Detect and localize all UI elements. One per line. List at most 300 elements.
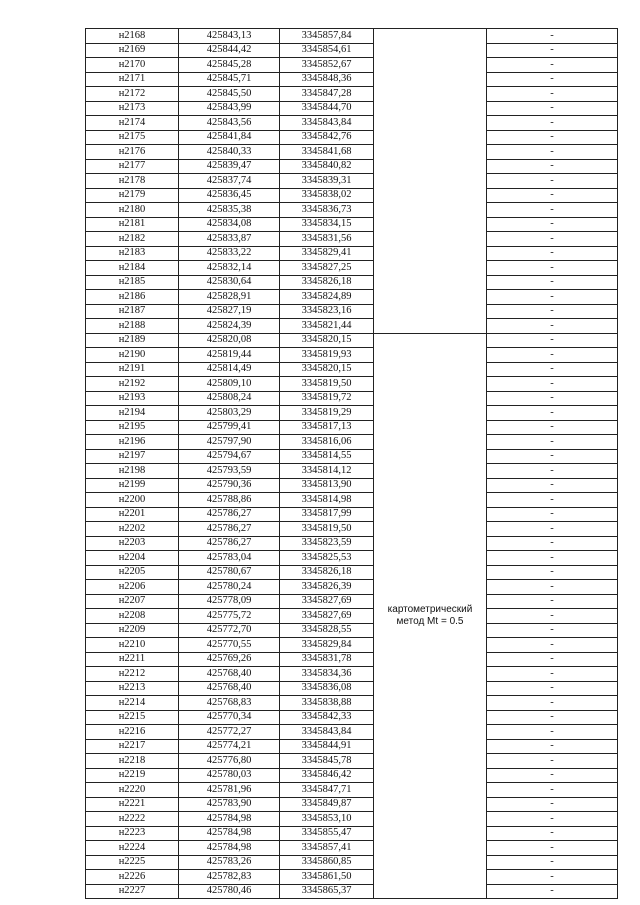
accuracy-dash-cell: - [487, 261, 618, 276]
table-row [86, 217, 618, 232]
x-coordinate-cell: 425820,08 [179, 333, 280, 348]
y-coordinate-cell: 3345826,18 [280, 275, 374, 290]
table-row [86, 232, 618, 247]
table-row [86, 710, 618, 725]
point-name-cell: н2194 [86, 406, 179, 421]
x-coordinate-cell: 425770,55 [179, 638, 280, 653]
accuracy-dash-cell: - [487, 159, 618, 174]
x-coordinate-cell: 425784,98 [179, 841, 280, 856]
x-coordinate-cell: 425780,46 [179, 884, 280, 899]
table-row [86, 754, 618, 769]
x-coordinate-cell: 425768,83 [179, 696, 280, 711]
accuracy-dash-cell: - [487, 594, 618, 609]
x-coordinate-cell: 425784,98 [179, 826, 280, 841]
accuracy-dash-cell: - [487, 246, 618, 261]
table-row [86, 493, 618, 508]
x-coordinate-cell: 425844,42 [179, 43, 280, 58]
table-row [86, 43, 618, 58]
x-coordinate-cell: 425775,72 [179, 609, 280, 624]
x-coordinate-cell: 425832,14 [179, 261, 280, 276]
point-name-cell: н2216 [86, 725, 179, 740]
y-coordinate-cell: 3345838,88 [280, 696, 374, 711]
point-name-cell: н2202 [86, 522, 179, 537]
y-coordinate-cell: 3345857,84 [280, 29, 374, 44]
y-coordinate-cell: 3345826,39 [280, 580, 374, 595]
x-coordinate-cell: 425780,24 [179, 580, 280, 595]
x-coordinate-cell: 425833,22 [179, 246, 280, 261]
y-coordinate-cell: 3345829,41 [280, 246, 374, 261]
table-row [86, 826, 618, 841]
accuracy-dash-cell: - [487, 29, 618, 44]
table-row [86, 580, 618, 595]
x-coordinate-cell: 425843,99 [179, 101, 280, 116]
method-cell-empty [374, 145, 487, 160]
point-name-cell: н2227 [86, 884, 179, 899]
accuracy-dash-cell: - [487, 565, 618, 580]
y-coordinate-cell: 3345841,68 [280, 145, 374, 160]
table-row [86, 145, 618, 160]
point-name-cell: н2178 [86, 174, 179, 189]
point-name-cell: н2186 [86, 290, 179, 305]
x-coordinate-cell: 425784,98 [179, 812, 280, 827]
accuracy-dash-cell: - [487, 377, 618, 392]
accuracy-dash-cell: - [487, 304, 618, 319]
accuracy-dash-cell: - [487, 710, 618, 725]
accuracy-dash-cell: - [487, 580, 618, 595]
table-row [86, 768, 618, 783]
point-name-cell: н2205 [86, 565, 179, 580]
method-cell-empty [374, 101, 487, 116]
method-cell-empty [374, 188, 487, 203]
method-cell-empty [374, 261, 487, 276]
y-coordinate-cell: 3345836,08 [280, 681, 374, 696]
method-cell-empty [374, 43, 487, 58]
table-row [86, 449, 618, 464]
x-coordinate-cell: 425808,24 [179, 391, 280, 406]
x-coordinate-cell: 425772,70 [179, 623, 280, 638]
x-coordinate-cell: 425797,90 [179, 435, 280, 450]
table-row [86, 594, 618, 609]
method-cell-empty [374, 29, 487, 44]
x-coordinate-cell: 425780,03 [179, 768, 280, 783]
x-coordinate-cell: 425772,27 [179, 725, 280, 740]
y-coordinate-cell: 3345840,82 [280, 159, 374, 174]
point-name-cell: н2199 [86, 478, 179, 493]
table-row [86, 565, 618, 580]
y-coordinate-cell: 3345847,71 [280, 783, 374, 798]
accuracy-dash-cell: - [487, 797, 618, 812]
point-name-cell: н2187 [86, 304, 179, 319]
y-coordinate-cell: 3345839,31 [280, 174, 374, 189]
point-name-cell: н2185 [86, 275, 179, 290]
y-coordinate-cell: 3345814,55 [280, 449, 374, 464]
y-coordinate-cell: 3345854,61 [280, 43, 374, 58]
accuracy-dash-cell: - [487, 884, 618, 899]
y-coordinate-cell: 3345825,53 [280, 551, 374, 566]
y-coordinate-cell: 3345838,02 [280, 188, 374, 203]
table-row [86, 348, 618, 363]
x-coordinate-cell: 425814,49 [179, 362, 280, 377]
x-coordinate-cell: 425783,90 [179, 797, 280, 812]
accuracy-dash-cell: - [487, 275, 618, 290]
y-coordinate-cell: 3345819,50 [280, 522, 374, 537]
point-name-cell: н2225 [86, 855, 179, 870]
x-coordinate-cell: 425841,84 [179, 130, 280, 145]
y-coordinate-cell: 3345831,56 [280, 232, 374, 247]
accuracy-dash-cell: - [487, 739, 618, 754]
x-coordinate-cell: 425778,09 [179, 594, 280, 609]
table-row [86, 812, 618, 827]
x-coordinate-cell: 425837,74 [179, 174, 280, 189]
accuracy-dash-cell: - [487, 870, 618, 885]
table-row [86, 478, 618, 493]
point-name-cell: н2215 [86, 710, 179, 725]
table-row [86, 333, 618, 348]
x-coordinate-cell: 425794,67 [179, 449, 280, 464]
point-name-cell: н2188 [86, 319, 179, 334]
x-coordinate-cell: 425783,04 [179, 551, 280, 566]
y-coordinate-cell: 3345836,73 [280, 203, 374, 218]
y-coordinate-cell: 3345853,10 [280, 812, 374, 827]
y-coordinate-cell: 3345829,84 [280, 638, 374, 653]
method-cell-empty [374, 159, 487, 174]
y-coordinate-cell: 3345820,15 [280, 362, 374, 377]
coordinates-table-body [86, 29, 618, 899]
accuracy-dash-cell: - [487, 638, 618, 653]
accuracy-dash-cell: - [487, 696, 618, 711]
y-coordinate-cell: 3345847,28 [280, 87, 374, 102]
point-name-cell: н2208 [86, 609, 179, 624]
x-coordinate-cell: 425781,96 [179, 783, 280, 798]
table-row [86, 362, 618, 377]
x-coordinate-cell: 425809,10 [179, 377, 280, 392]
method-cell-empty [374, 304, 487, 319]
y-coordinate-cell: 3345845,78 [280, 754, 374, 769]
point-name-cell: н2207 [86, 594, 179, 609]
accuracy-dash-cell: - [487, 145, 618, 160]
y-coordinate-cell: 3345861,50 [280, 870, 374, 885]
table-row [86, 188, 618, 203]
point-name-cell: н2181 [86, 217, 179, 232]
x-coordinate-cell: 425835,38 [179, 203, 280, 218]
point-name-cell: н2169 [86, 43, 179, 58]
table-row [86, 551, 618, 566]
accuracy-dash-cell: - [487, 725, 618, 740]
table-row [86, 261, 618, 276]
x-coordinate-cell: 425774,21 [179, 739, 280, 754]
y-coordinate-cell: 3345814,98 [280, 493, 374, 508]
accuracy-dash-cell: - [487, 420, 618, 435]
x-coordinate-cell: 425780,67 [179, 565, 280, 580]
accuracy-dash-cell: - [487, 319, 618, 334]
table-row [86, 159, 618, 174]
y-coordinate-cell: 3345842,33 [280, 710, 374, 725]
x-coordinate-cell: 425793,59 [179, 464, 280, 479]
method-cell-empty [374, 130, 487, 145]
x-coordinate-cell: 425833,87 [179, 232, 280, 247]
point-name-cell: н2193 [86, 391, 179, 406]
accuracy-dash-cell: - [487, 609, 618, 624]
table-row [86, 58, 618, 73]
x-coordinate-cell: 425845,28 [179, 58, 280, 73]
table-row [86, 87, 618, 102]
accuracy-dash-cell: - [487, 522, 618, 537]
y-coordinate-cell: 3345860,85 [280, 855, 374, 870]
point-name-cell: н2212 [86, 667, 179, 682]
point-name-cell: н2226 [86, 870, 179, 885]
x-coordinate-cell: 425828,91 [179, 290, 280, 305]
y-coordinate-cell: 3345820,15 [280, 333, 374, 348]
table-row [86, 652, 618, 667]
method-cell-empty [374, 217, 487, 232]
method-cell-empty [374, 203, 487, 218]
y-coordinate-cell: 3345834,15 [280, 217, 374, 232]
accuracy-dash-cell: - [487, 536, 618, 551]
table-row [86, 522, 618, 537]
point-name-cell: н2201 [86, 507, 179, 522]
point-name-cell: н2210 [86, 638, 179, 653]
table-row [86, 623, 618, 638]
table-row [86, 884, 618, 899]
coordinates-table-page [85, 28, 612, 899]
point-name-cell: н2192 [86, 377, 179, 392]
x-coordinate-cell: 425836,45 [179, 188, 280, 203]
accuracy-dash-cell: - [487, 464, 618, 479]
point-name-cell: н2175 [86, 130, 179, 145]
y-coordinate-cell: 3345821,44 [280, 319, 374, 334]
table-row [86, 855, 618, 870]
point-name-cell: н2177 [86, 159, 179, 174]
accuracy-dash-cell: - [487, 348, 618, 363]
accuracy-dash-cell: - [487, 493, 618, 508]
point-name-cell: н2176 [86, 145, 179, 160]
accuracy-dash-cell: - [487, 58, 618, 73]
table-row [86, 116, 618, 131]
y-coordinate-cell: 3345844,70 [280, 101, 374, 116]
point-name-cell: н2218 [86, 754, 179, 769]
point-name-cell: н2220 [86, 783, 179, 798]
y-coordinate-cell: 3345816,06 [280, 435, 374, 450]
point-name-cell: н2223 [86, 826, 179, 841]
accuracy-dash-cell: - [487, 623, 618, 638]
point-name-cell: н2172 [86, 87, 179, 102]
point-name-cell: н2198 [86, 464, 179, 479]
x-coordinate-cell: 425840,33 [179, 145, 280, 160]
point-name-cell: н2221 [86, 797, 179, 812]
table-row [86, 725, 618, 740]
y-coordinate-cell: 3345834,36 [280, 667, 374, 682]
method-cell-empty [374, 246, 487, 261]
point-name-cell: н2191 [86, 362, 179, 377]
y-coordinate-cell: 3345819,50 [280, 377, 374, 392]
x-coordinate-cell: 425776,80 [179, 754, 280, 769]
y-coordinate-cell: 3345824,89 [280, 290, 374, 305]
accuracy-dash-cell: - [487, 333, 618, 348]
x-coordinate-cell: 425788,86 [179, 493, 280, 508]
y-coordinate-cell: 3345817,13 [280, 420, 374, 435]
y-coordinate-cell: 3345819,93 [280, 348, 374, 363]
point-name-cell: н2174 [86, 116, 179, 131]
table-row [86, 420, 618, 435]
y-coordinate-cell: 3345843,84 [280, 725, 374, 740]
x-coordinate-cell: 425839,47 [179, 159, 280, 174]
point-name-cell: н2182 [86, 232, 179, 247]
x-coordinate-cell: 425827,19 [179, 304, 280, 319]
point-name-cell: н2206 [86, 580, 179, 595]
accuracy-dash-cell: - [487, 841, 618, 856]
table-row [86, 377, 618, 392]
method-cell-empty [374, 58, 487, 73]
accuracy-dash-cell: - [487, 551, 618, 566]
accuracy-dash-cell: - [487, 72, 618, 87]
table-row [86, 203, 618, 218]
point-name-cell: н2195 [86, 420, 179, 435]
x-coordinate-cell: 425786,27 [179, 536, 280, 551]
method-cell-empty [374, 174, 487, 189]
x-coordinate-cell: 425803,29 [179, 406, 280, 421]
y-coordinate-cell: 3345823,59 [280, 536, 374, 551]
accuracy-dash-cell: - [487, 43, 618, 58]
method-cell-empty [374, 319, 487, 334]
point-name-cell: н2203 [86, 536, 179, 551]
accuracy-dash-cell: - [487, 652, 618, 667]
point-name-cell: н2200 [86, 493, 179, 508]
point-name-cell: н2184 [86, 261, 179, 276]
y-coordinate-cell: 3345819,29 [280, 406, 374, 421]
table-row [86, 841, 618, 856]
x-coordinate-cell: 425783,26 [179, 855, 280, 870]
y-coordinate-cell: 3345819,72 [280, 391, 374, 406]
accuracy-dash-cell: - [487, 507, 618, 522]
table-row [86, 101, 618, 116]
y-coordinate-cell: 3345848,36 [280, 72, 374, 87]
point-name-cell: н2190 [86, 348, 179, 363]
accuracy-dash-cell: - [487, 391, 618, 406]
x-coordinate-cell: 425845,50 [179, 87, 280, 102]
method-cell-empty [374, 275, 487, 290]
y-coordinate-cell: 3345865,37 [280, 884, 374, 899]
table-row [86, 174, 618, 189]
y-coordinate-cell: 3345817,99 [280, 507, 374, 522]
y-coordinate-cell: 3345827,69 [280, 609, 374, 624]
point-name-cell: н2209 [86, 623, 179, 638]
table-row [86, 638, 618, 653]
table-row [86, 275, 618, 290]
x-coordinate-cell: 425799,41 [179, 420, 280, 435]
accuracy-dash-cell: - [487, 406, 618, 421]
y-coordinate-cell: 3345814,12 [280, 464, 374, 479]
x-coordinate-cell: 425786,27 [179, 507, 280, 522]
x-coordinate-cell: 425824,39 [179, 319, 280, 334]
accuracy-dash-cell: - [487, 783, 618, 798]
table-row [86, 696, 618, 711]
x-coordinate-cell: 425834,08 [179, 217, 280, 232]
x-coordinate-cell: 425790,36 [179, 478, 280, 493]
accuracy-dash-cell: - [487, 681, 618, 696]
point-name-cell: н2214 [86, 696, 179, 711]
point-name-cell: н2179 [86, 188, 179, 203]
accuracy-dash-cell: - [487, 449, 618, 464]
point-name-cell: н2204 [86, 551, 179, 566]
accuracy-dash-cell: - [487, 203, 618, 218]
table-row [86, 406, 618, 421]
accuracy-dash-cell: - [487, 232, 618, 247]
x-coordinate-cell: 425782,83 [179, 870, 280, 885]
y-coordinate-cell: 3345844,91 [280, 739, 374, 754]
point-name-cell: н2219 [86, 768, 179, 783]
table-row [86, 290, 618, 305]
table-row [86, 870, 618, 885]
x-coordinate-cell: 425768,40 [179, 681, 280, 696]
table-row [86, 739, 618, 754]
point-name-cell: н2170 [86, 58, 179, 73]
accuracy-dash-cell: - [487, 855, 618, 870]
table-row [86, 29, 618, 44]
accuracy-dash-cell: - [487, 290, 618, 305]
y-coordinate-cell: 3345843,84 [280, 116, 374, 131]
y-coordinate-cell: 3345849,87 [280, 797, 374, 812]
accuracy-dash-cell: - [487, 87, 618, 102]
accuracy-dash-cell: - [487, 130, 618, 145]
coordinates-table [85, 28, 618, 899]
y-coordinate-cell: 3345813,90 [280, 478, 374, 493]
method-cell-empty [374, 72, 487, 87]
point-name-cell: н2171 [86, 72, 179, 87]
accuracy-dash-cell: - [487, 768, 618, 783]
y-coordinate-cell: 3345827,69 [280, 594, 374, 609]
table-row [86, 783, 618, 798]
method-cell-empty [374, 87, 487, 102]
point-name-cell: н2213 [86, 681, 179, 696]
y-coordinate-cell: 3345826,18 [280, 565, 374, 580]
point-name-cell: н2173 [86, 101, 179, 116]
x-coordinate-cell: 425845,71 [179, 72, 280, 87]
x-coordinate-cell: 425830,64 [179, 275, 280, 290]
accuracy-dash-cell: - [487, 101, 618, 116]
accuracy-dash-cell: - [487, 667, 618, 682]
accuracy-dash-cell: - [487, 174, 618, 189]
point-name-cell: н2196 [86, 435, 179, 450]
y-coordinate-cell: 3345857,41 [280, 841, 374, 856]
accuracy-dash-cell: - [487, 116, 618, 131]
point-name-cell: н2224 [86, 841, 179, 856]
method-cell-empty [374, 116, 487, 131]
y-coordinate-cell: 3345855,47 [280, 826, 374, 841]
table-row [86, 319, 618, 334]
x-coordinate-cell: 425768,40 [179, 667, 280, 682]
accuracy-dash-cell: - [487, 754, 618, 769]
table-row [86, 435, 618, 450]
x-coordinate-cell: 425843,56 [179, 116, 280, 131]
table-row [86, 797, 618, 812]
accuracy-dash-cell: - [487, 217, 618, 232]
table-row [86, 464, 618, 479]
point-name-cell: н2217 [86, 739, 179, 754]
table-row [86, 609, 618, 624]
x-coordinate-cell: 425843,13 [179, 29, 280, 44]
x-coordinate-cell: 425819,44 [179, 348, 280, 363]
table-row [86, 72, 618, 87]
x-coordinate-cell: 425786,27 [179, 522, 280, 537]
point-name-cell: н2197 [86, 449, 179, 464]
accuracy-dash-cell: - [487, 435, 618, 450]
table-row [86, 304, 618, 319]
x-coordinate-cell: 425770,34 [179, 710, 280, 725]
accuracy-dash-cell: - [487, 478, 618, 493]
y-coordinate-cell: 3345823,16 [280, 304, 374, 319]
y-coordinate-cell: 3345828,55 [280, 623, 374, 638]
y-coordinate-cell: 3345831,78 [280, 652, 374, 667]
